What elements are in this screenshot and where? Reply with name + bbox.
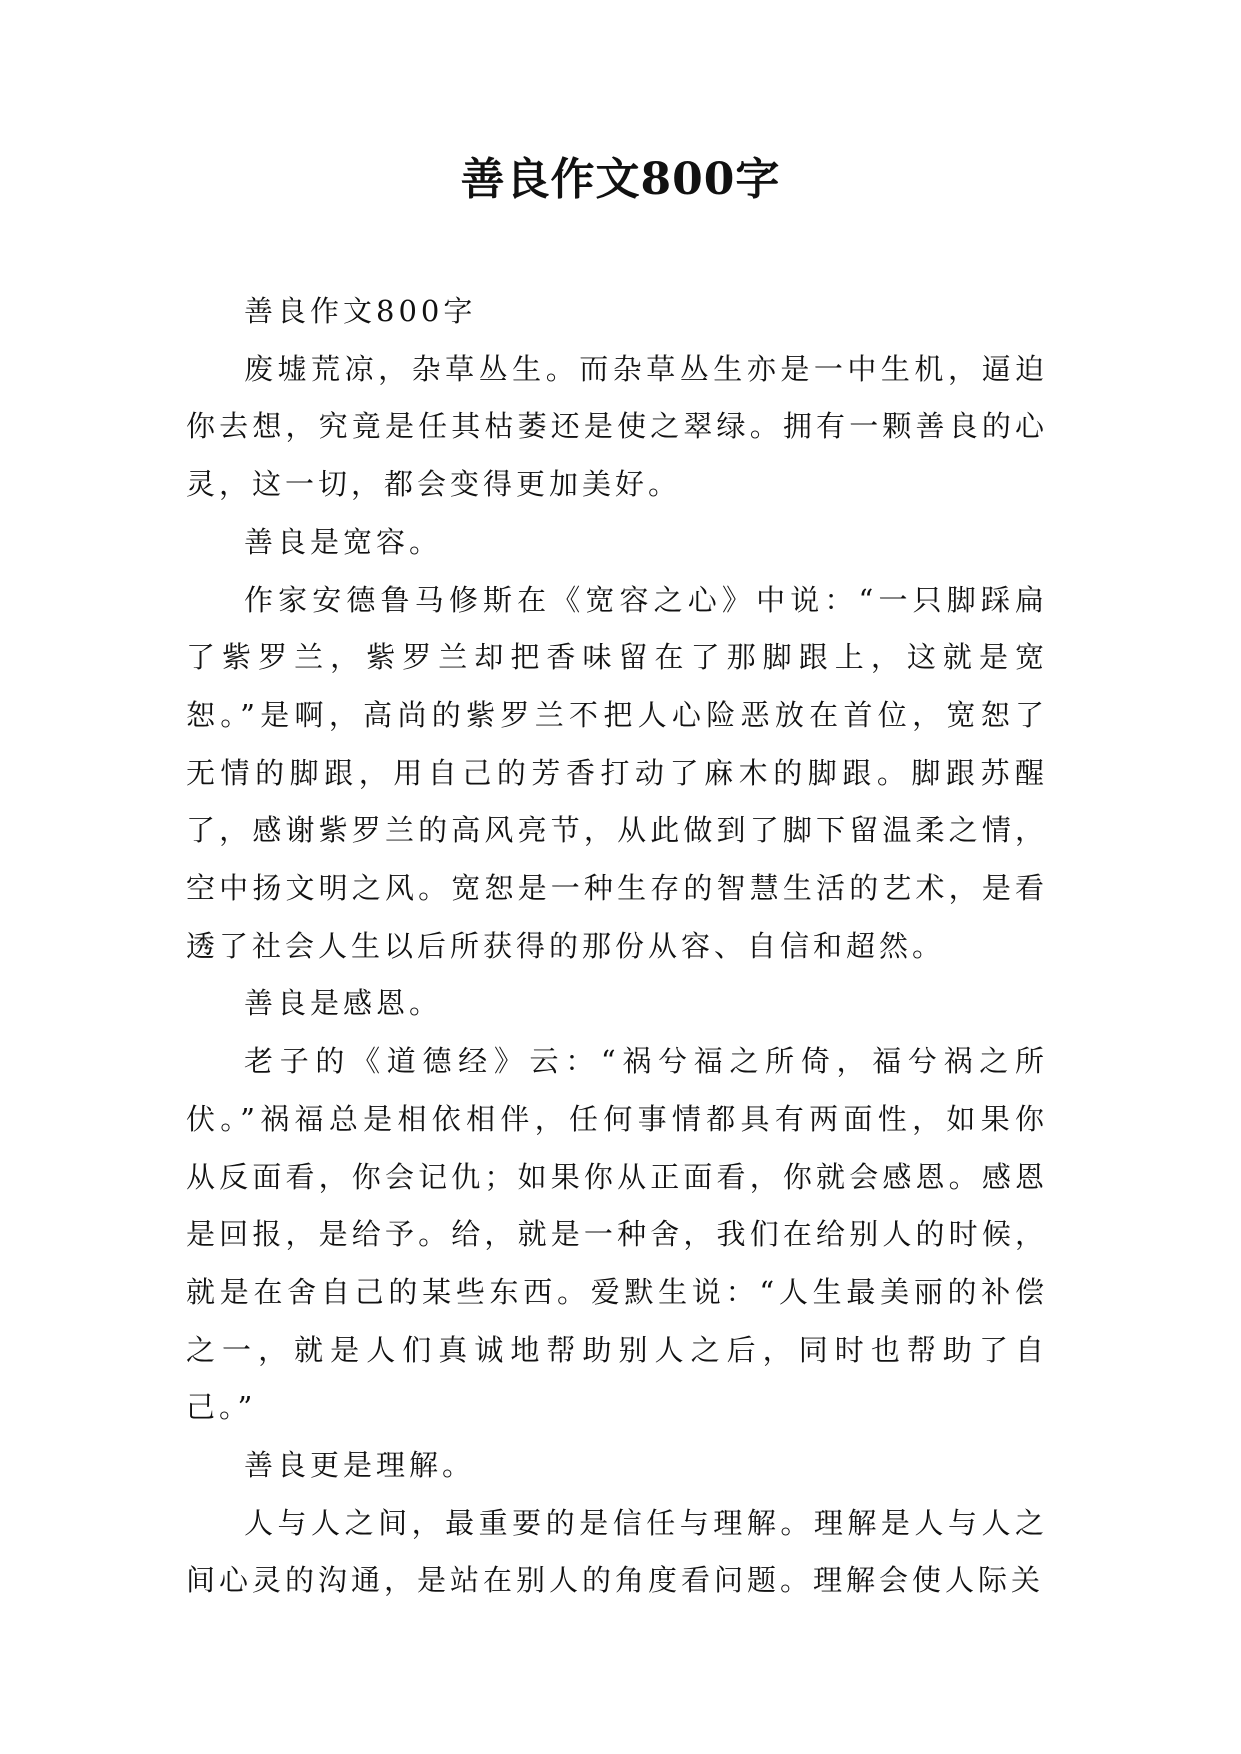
document-title: 善良作文800字 xyxy=(460,154,781,205)
paragraph-tolerance-heading: 善良是宽容。 xyxy=(244,524,443,559)
document-body xyxy=(186,283,1048,1610)
paragraph-understanding-heading: 善良更是理解。 xyxy=(244,1448,476,1483)
paragraph-gratitude-heading: 善良是感恩。 xyxy=(244,986,443,1021)
paragraph-tolerance: 作家安德鲁马修斯在《宽容之心》中说：“一只脚踩扁了紫罗兰，紫罗兰却把香味留在了那脚跟上，这就是宽恕。”是啊，高尚的紫罗兰不把人心险恶放在首位，宽恕了无情的脚跟，用自己的芳香打动了麻木的脚跟。脚跟苏醒了，感谢紫罗兰的高风亮节，从此做到了脚下留温柔之情，空中扬文明之风。宽恕是一种生存的智慧生活的艺术，是看透了社会人生以后所获得的那份从容、自信和超然。 xyxy=(186,582,1048,963)
paragraph-understanding: 人与人之间，最重要的是信任与理解。理解是人与人之间心灵的沟通，是站在别人的角度看问题。理解会使人际关 xyxy=(186,1505,1048,1598)
paragraph-intro: 废墟荒凉，杂草丛生。而杂草丛生亦是一中生机，逼迫你去想，究竟是任其枯萎还是使之翠绿。拥有一颗善良的心灵，这一切，都会变得更加美好。 xyxy=(186,351,1048,502)
paragraph-heading: 善良作文800字 xyxy=(244,294,477,328)
paragraph-gratitude: 老子的《道德经》云：“祸兮福之所倚，福兮祸之所伏。”祸福总是相依相伴，任何事情都具有两面性，如果你从反面看，你会记仇；如果你从正面看，你就会感恩。感恩是回报，是给予。给，就是一种舍，我们在给别人的时候，就是在舍自己的某些东西。爱默生说：“人生最美丽的补偿之一，就是人们真诚地帮助别人之后，同时也帮助了自己。” xyxy=(186,1044,1048,1425)
